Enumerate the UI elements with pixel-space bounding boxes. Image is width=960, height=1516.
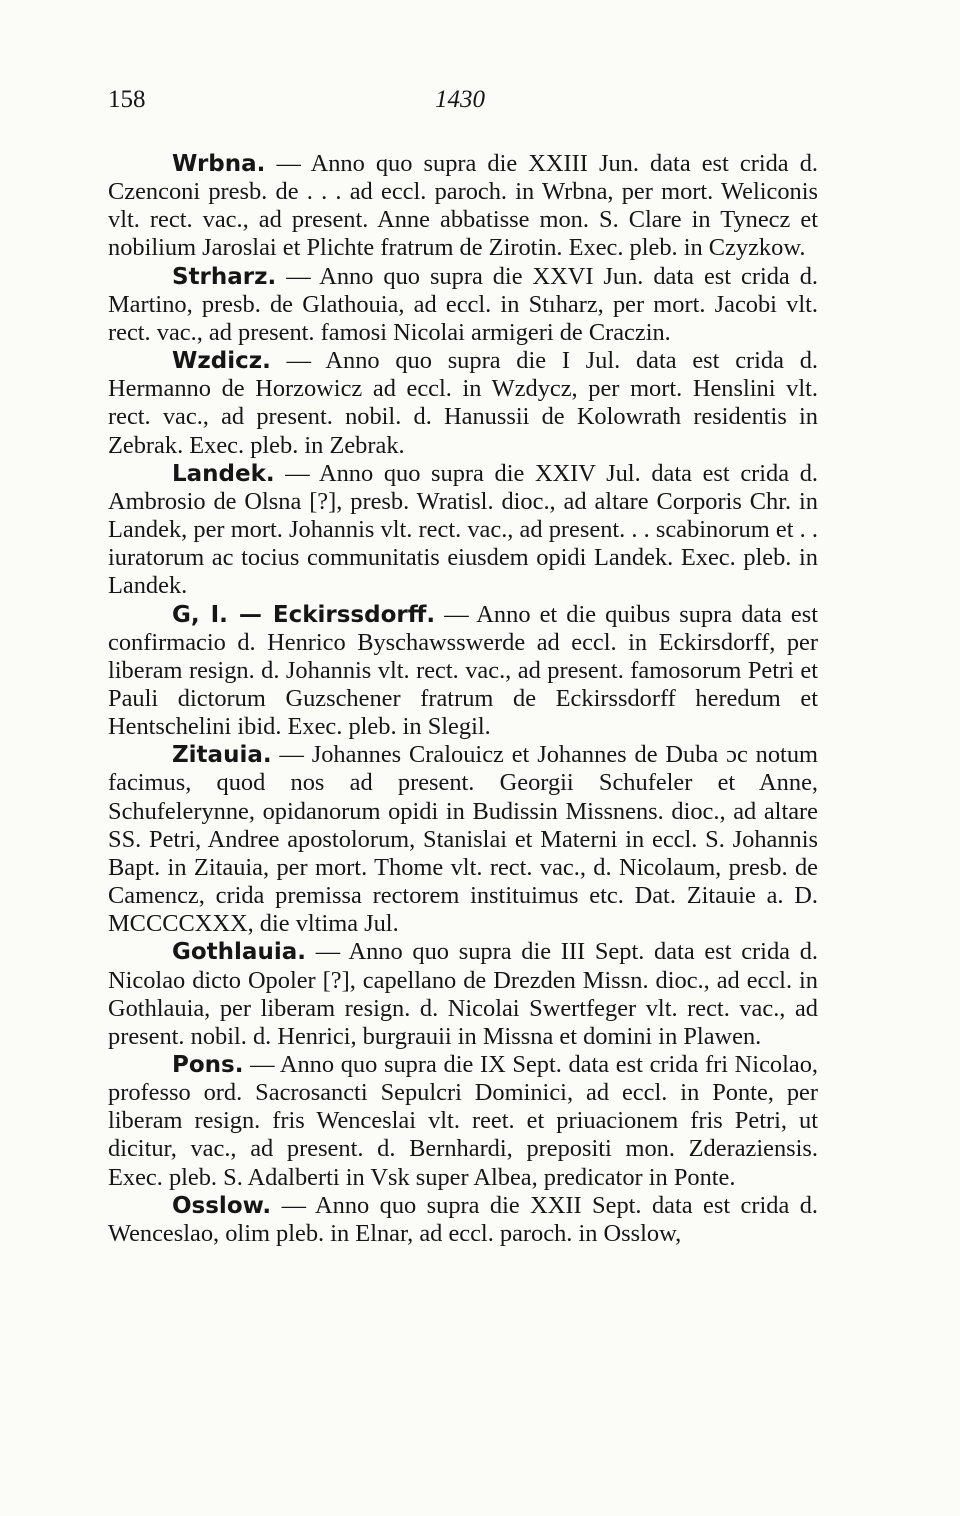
entry-text: — Anno quo supra die I Jul. data est crida d. Hermanno de Horzowicz ad eccl. in Wzdycz, per mort. Henslini vlt. rect. vac., ad present. nobil. d. Hanussii de Kolowrath residentis in Zebrak. Exec. pleb. in Zebrak. xyxy=(108,347,818,459)
entry-text: — Johannes Cralouicz et Johannes de Duba ɔc notum facimus, quod nos ad present. Georgii Schufeler et Anne, Schufelerynne, opidanorum opidi in Budissin Missnens. dioc., ad altare SS. Petri, Andree apostolorum, Stanislai et Materni in eccl. S. Johannis Bapt. in Zitauia, per mort. Thome vlt. rect. vac., d. Nicolaum, presb. de Camencz, crida premissa rectorem instituimus etc. Dat. Zitauie a. D. MCCCCXXX, die vltima Jul. xyxy=(108,741,818,938)
entry-text: — Anno quo supra die XXII Sept. data est crida d. Wenceslao, olim pleb. in Elnar, ad eccl. paroch. in Osslow, xyxy=(108,1191,818,1247)
entry-text: — Anno quo supra die XXIII Jun. data est crida d. Czenconi presb. de . . . ad eccl. paroch. in Wrbna, per mort. Weliconis vlt. rect. vac., ad present. Anne abbatisse mon. S. Clare in Tynecz et nobilium Jaroslai et Plichte fratrum de Zirotin. Exec. pleb. in Czyzkow. xyxy=(108,150,818,262)
entry-place-heading: Wrbna. xyxy=(172,151,266,177)
entry-place-heading: Landek. xyxy=(172,460,275,487)
body-text xyxy=(108,150,818,1248)
entry-text: — Anno quo supra die IX Sept. data est crida fri Nicolao, professo ord. Sacrosancti Sepulcri Dominici, ad eccl. in Ponte, per liberam resign. fris Wenceslai vlt. reet. et priuacionem fris Petri, ut dicitur, vac., ad present. d. Bernhardi, prepositi mon. Zderaziensis. Exec. pleb. S. Adalberti in Vsk super Albea, predicator in Ponte. xyxy=(108,1051,818,1191)
entry-text: — Anno et die quibus supra data est confirmacio d. Henrico Byschawsswerde ad eccl. in Eckirsdorff, per liberam resign. d. Johannis vlt. rect. vac., ad present. famosorum Petri et Pauli dictorum Guzschener fratrum de Eckirssdorff heredum et Hentschelini ibid. Exec. pleb. in Slegil. xyxy=(108,600,818,741)
entry-text: — Anno quo supra die XXVI Jun. data est crida d. Martino, presb. de Glathouia, ad eccl. in Stıharz, per mort. Jacobi vlt. rect. vac., ad present. famosi Nicolai armigeri de Craczin. xyxy=(108,262,818,346)
entry-strharz xyxy=(108,263,818,347)
entry-eckirssdorff xyxy=(108,601,818,742)
entry-place-heading: G, I. — Eckirssdorff. xyxy=(172,601,436,628)
entry-place-heading: Zitauia. xyxy=(172,742,272,769)
entry-osslow xyxy=(108,1192,818,1248)
entry-text: — Anno quo supra die XXIV Jul. data est crida d. Ambrosio de Olsna [?], presb. Wratisl. dioc., ad altare Corporis Chr. in Landek, per mort. Johannis vlt. rect. vac., ad present. . . scabinorum et . . iuratorum ac tocius communitatis eiusdem opidi Landek. Exec. pleb. in Landek. xyxy=(108,459,818,600)
entry-wrbna xyxy=(108,150,818,263)
entry-landek xyxy=(108,460,818,601)
entry-wzdicz xyxy=(108,347,818,460)
entry-text: — Anno quo supra die III Sept. data est crida d. Nicolao dicto Opoler [?], capellano de Drezden Missn. dioc., ad eccl. in Gothlauia, per liberam resign. d. Nicolai Swertfeger vlt. rect. vac., ad present. nobil. d. Henrici, burgrauii in Missna et domini in Plawen. xyxy=(108,938,818,1050)
entry-place-heading: Wzdicz. xyxy=(172,348,271,375)
entry-zitauia xyxy=(108,741,818,938)
running-head-year: 1430 xyxy=(435,86,485,113)
entry-place-heading: Gothlauia. xyxy=(172,939,306,966)
page-header xyxy=(108,86,818,116)
entry-place-heading: Pons. xyxy=(172,1052,244,1078)
entry-gothlauia xyxy=(108,938,818,1051)
entry-place-heading: Osslow. xyxy=(172,1192,272,1219)
entry-place-heading: Strharz. xyxy=(172,263,277,290)
entry-pons xyxy=(108,1051,818,1192)
page-number: 158 xyxy=(108,86,146,113)
